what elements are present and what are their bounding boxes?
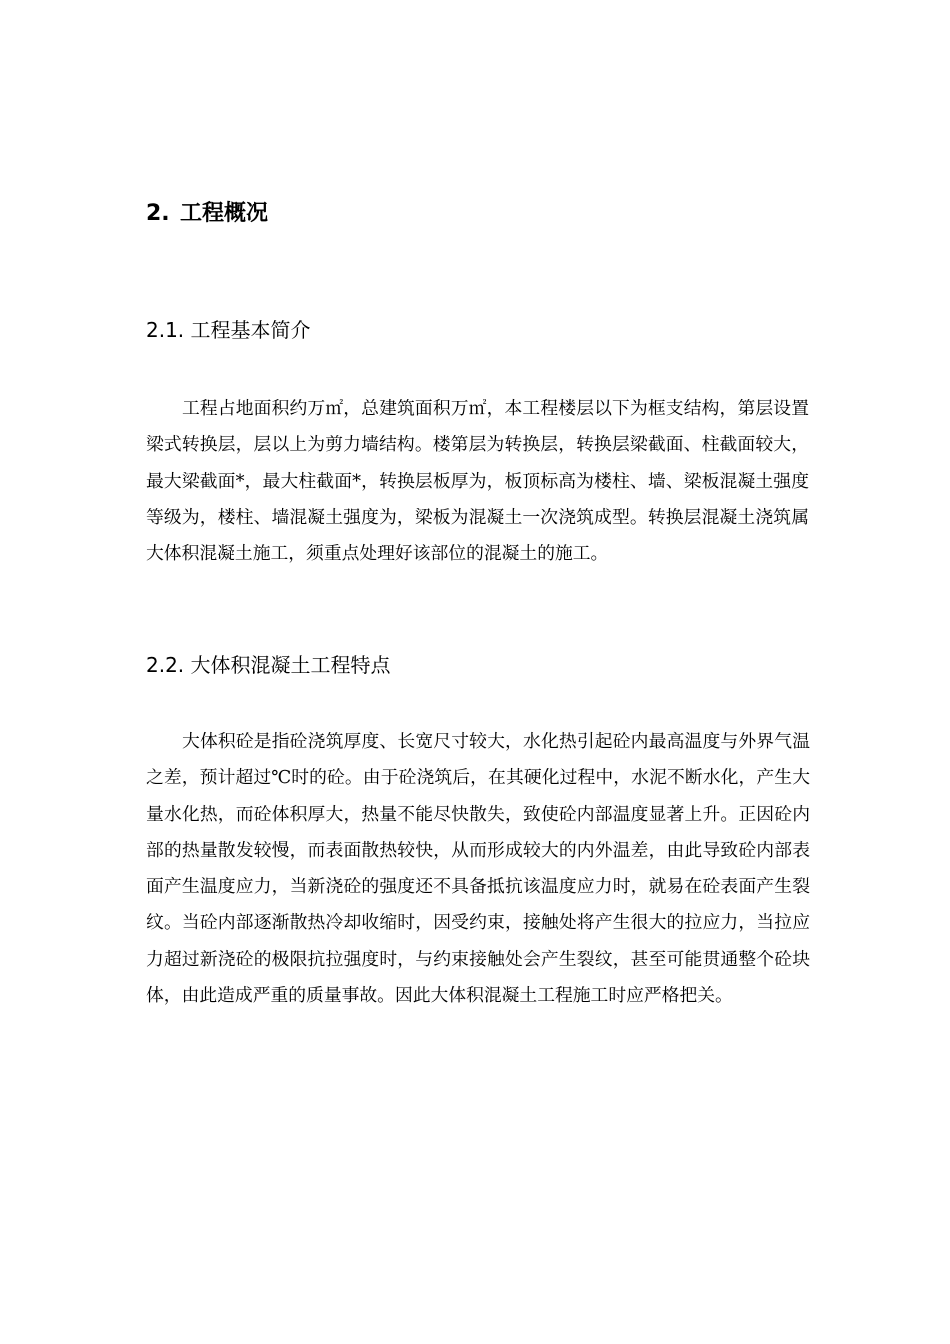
subsection-paragraph-2-2: 大体积砼是指砼浇筑厚度、长宽尺寸较大，水化热引起砼内最高温度与外界气温之差，预计超过℃时的砼。由于砼浇筑后，在其硬化过程中，水泥不断水化，产生大量水化热，而砼体积厚大，热量不能尽快散失，致使砼内部温度显著上升。正因砼内部的热量散发较慢，而表面散热较快，从而形成较大的内外温差，由此导致砼内部表面产生温度应力，当新浇砼的强度还不具备抵抗该温度应力时，就易在砼表面产生裂纹。当砼内部逐渐散热冷却收缩时，因受约束，接触处将产生很大的拉应力，当拉应力超过新浇砼的极限抗拉强度时，与约束接触处会产生裂纹，甚至可能贯通整个砼块体，由此造成严重的质量事故。因此大体积混凝土工程施工时应严格把关。	[146, 731, 810, 1007]
subsection-paragraph-2-1: 工程占地面积约万㎡，总建筑面积万㎡，本工程楼层以下为框支结构，第层设置梁式转换层，层以上为剪力墙结构。楼第层为转换层，转换层梁截面、柱截面较大，最大梁截面*，最大柱截面*，转换层板厚为，板顶标高为楼柱、墙、梁板混凝土强度等级为，楼柱、墙混凝土强度为，梁板为混凝土一次浇筑成型。转换层混凝土浇筑属大体积混凝土施工，须重点处理好该部位的混凝土的施工。	[146, 398, 809, 565]
subsection-heading-2-1: 2.1. 工程基本简介	[146, 318, 311, 342]
section-number: 2.	[146, 201, 170, 226]
section-heading	[146, 198, 268, 230]
subsection-heading-2-2: 2.2. 大体积混凝土工程特点	[146, 653, 391, 677]
section-title: 工程概况	[180, 201, 269, 226]
